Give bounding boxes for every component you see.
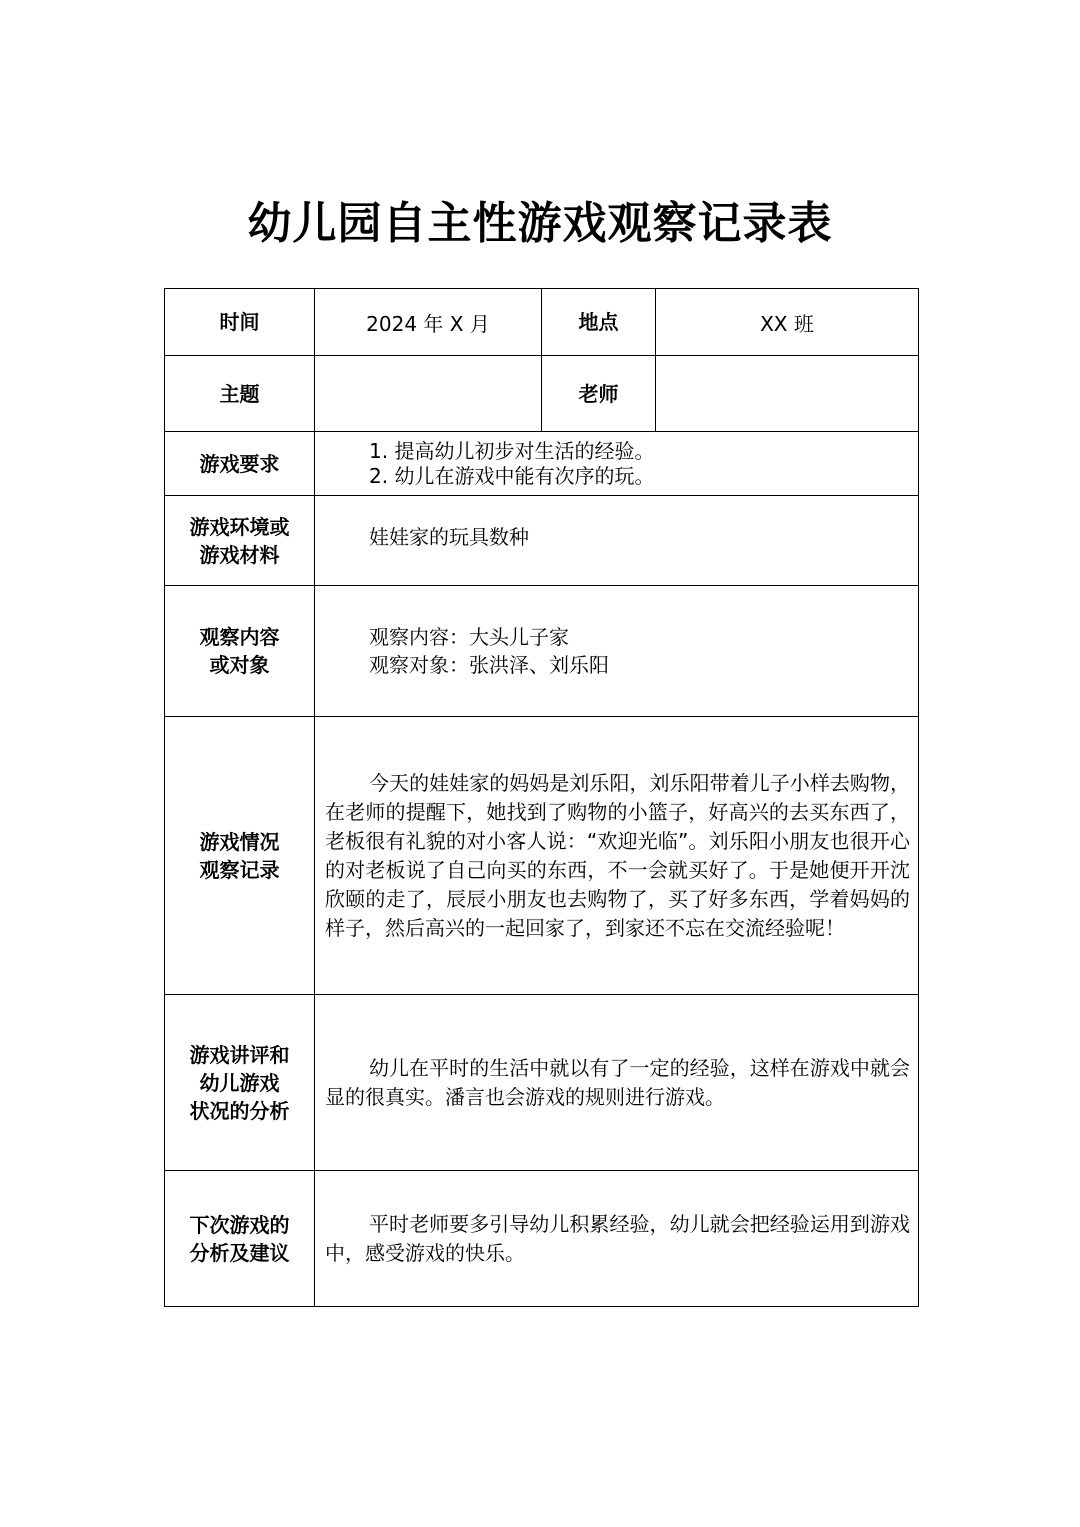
teacher-value xyxy=(656,356,919,432)
observation-target-label-line: 观察内容 xyxy=(199,625,280,649)
environment-value xyxy=(315,496,919,586)
teacher-label: 老师 xyxy=(542,356,656,432)
suggestion-text: 平时老师要多引导幼儿积累经验，幼儿就会把经验运用到游戏中，感受游戏的快乐。 xyxy=(325,1211,910,1265)
observation-target-label xyxy=(165,586,315,717)
observation-content-line: 观察内容：大头儿子家 xyxy=(369,625,569,649)
observation-record-text: 今天的娃娃家的妈妈是刘乐阳，刘乐阳带着儿子小样去购物，在老师的提醒下，她找到了购物的小篮子，好高兴的去买东西了，老板很有礼貌的对小客人说：“欢迎光临”。刘乐阳小朋友也很开心的对老板说了自己向买的东西，不一会就买好了。于是她便开开沈欣颐的走了，辰辰小朋友也去购物了，买了好多东西，学着妈妈的样子，然后高兴的一起回家了，到家还不忘在交流经验呢！ xyxy=(325,770,910,940)
analysis-label-line: 幼儿游戏 xyxy=(199,1070,280,1095)
observation-target-label-line: 或对象 xyxy=(209,653,270,677)
observation-object-line: 观察对象：张洪泽、刘乐阳 xyxy=(369,653,609,677)
environment-label-line: 游戏材料 xyxy=(199,542,280,567)
table-row-suggestion xyxy=(165,1171,919,1307)
theme-label: 主题 xyxy=(165,356,315,432)
suggestion-label xyxy=(165,1171,315,1307)
time-value: 2024 年 X 月 xyxy=(315,289,542,356)
place-value: XX 班 xyxy=(656,289,919,356)
requirements-label: 游戏要求 xyxy=(165,432,315,496)
suggestion-value xyxy=(315,1171,919,1307)
observation-record-label-line: 游戏情况 xyxy=(199,829,280,854)
table-row-time-place xyxy=(165,289,919,356)
requirement-item: 2. 幼儿在游戏中能有次序的玩。 xyxy=(369,463,655,488)
analysis-value xyxy=(315,995,919,1171)
environment-label-line: 游戏环境或 xyxy=(189,514,290,539)
analysis-label-line: 游戏讲评和 xyxy=(189,1042,290,1067)
environment-label xyxy=(165,496,315,586)
suggestion-label-line: 分析及建议 xyxy=(189,1240,290,1265)
requirements-value xyxy=(315,432,919,496)
observation-record-label-line: 观察记录 xyxy=(199,857,280,882)
observation-record-label xyxy=(165,717,315,995)
place-label: 地点 xyxy=(542,289,656,356)
table-row-environment xyxy=(165,496,919,586)
table-row-requirements xyxy=(165,432,919,496)
observation-target-value xyxy=(315,586,919,717)
theme-value xyxy=(315,356,542,432)
suggestion-label-line: 下次游戏的 xyxy=(189,1212,290,1237)
table-row-observation-target xyxy=(165,586,919,717)
analysis-label-line: 状况的分析 xyxy=(189,1098,290,1123)
requirement-item: 1. 提高幼儿初步对生活的经验。 xyxy=(369,438,655,463)
table-row-theme-teacher xyxy=(165,356,919,432)
page-title: 幼儿园自主性游戏观察记录表 xyxy=(247,198,833,249)
observation-record-table xyxy=(164,288,919,1307)
analysis-label xyxy=(165,995,315,1171)
table-row-observation-record xyxy=(165,717,919,995)
analysis-text: 幼儿在平时的生活中就以有了一定的经验，这样在游戏中就会显的很真实。潘言也会游戏的规则进行游戏。 xyxy=(325,1055,910,1109)
observation-record-value xyxy=(315,717,919,995)
environment-text: 娃娃家的玩具数种 xyxy=(369,524,529,549)
table-row-analysis xyxy=(165,995,919,1171)
time-label: 时间 xyxy=(165,289,315,356)
